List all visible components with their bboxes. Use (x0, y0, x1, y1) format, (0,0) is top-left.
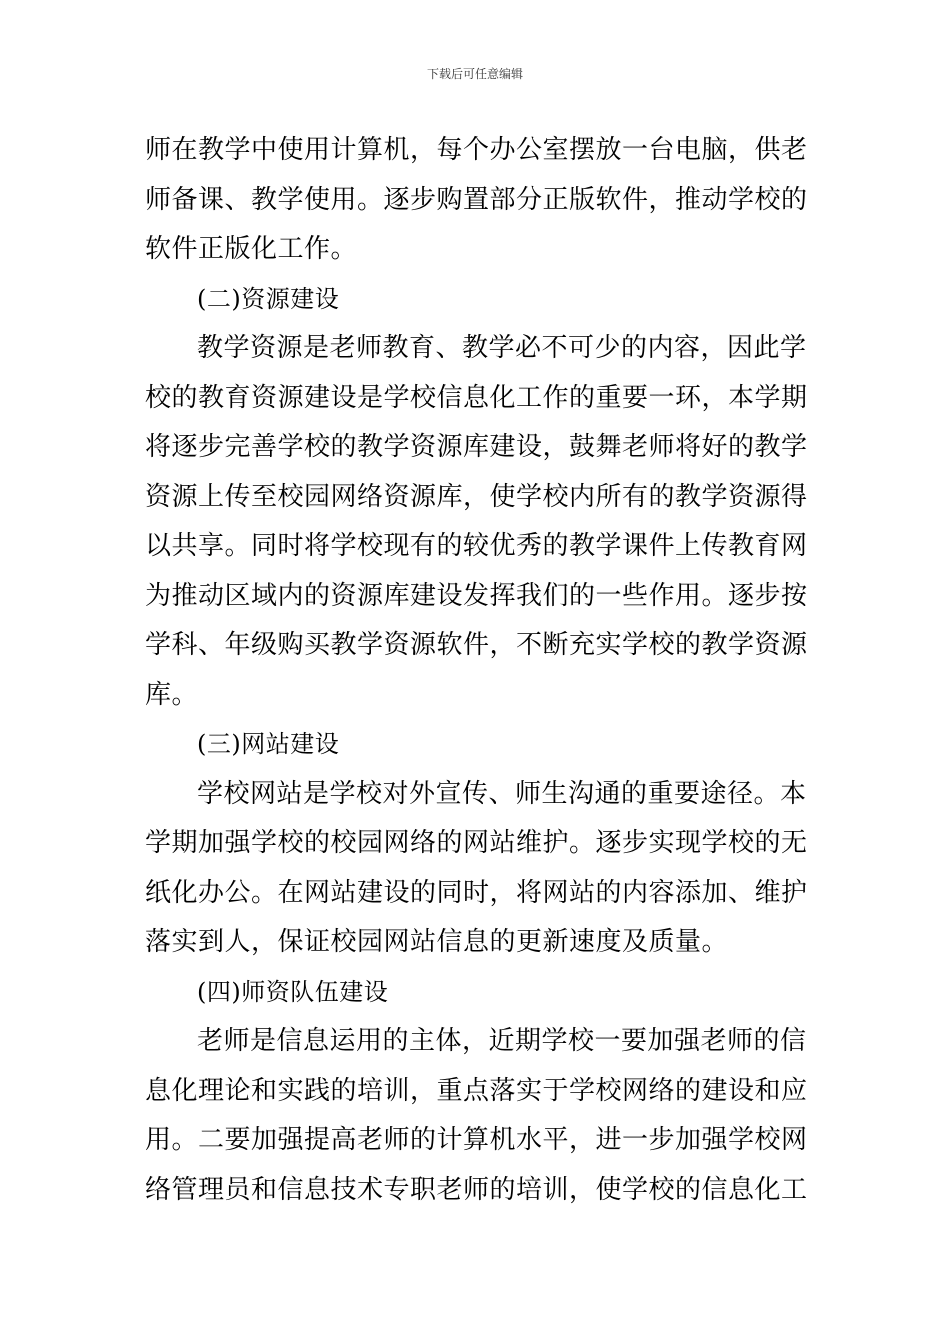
text-line: 老师是信息运用的主体，近期学校一要加强老师的信 (197, 1026, 807, 1056)
text-line: 资源上传至校园网络资源库，使学校内所有的教学资源得 (145, 481, 808, 512)
text-line: 学期加强学校的校园网络的网站维护。逐步实现学校的无 (145, 828, 808, 858)
document-body (145, 126, 815, 1215)
text-line: 库。 (145, 679, 199, 710)
text-line: 学校网站是学校对外宣传、师生沟通的重要途径。本 (197, 778, 807, 809)
text-line: 落实到人，保证校园网站信息的更新速度及质量。 (145, 927, 729, 957)
text-line: 将逐步完善学校的教学资源库建设，鼓舞老师将好的教学 (145, 432, 808, 462)
text-line: 教学资源是老师教育、教学必不可少的内容，因此学 (197, 333, 807, 363)
text-line: 软件正版化工作。 (145, 234, 358, 264)
section-heading: (二)资源建设 (197, 284, 340, 313)
text-line: 以共享。同时将学校现有的较优秀的教学课件上传教育网 (145, 531, 808, 561)
text-line: 校的教育资源建设是学校信息化工作的重要一环，本学期 (145, 382, 808, 413)
text-line: 纸化办公。在网站建设的同时，将网站的内容添加、维护 (145, 877, 808, 908)
text-line: 师备课、教学使用。逐步购置部分正版软件，推动学校的 (145, 184, 808, 215)
page-header: 下载后可任意编辑 (426, 67, 523, 81)
section-heading: (四)师资队伍建设 (197, 977, 389, 1006)
text-line: 用。二要加强提高老师的计算机水平，进一步加强学校网 (145, 1125, 808, 1155)
text-line: 为推动区域内的资源库建设发挥我们的一些作用。逐步按 (145, 580, 808, 611)
text-line: 学科、年级购买教学资源软件，不断充实学校的教学资源 (145, 630, 808, 660)
text-line: 络管理员和信息技术专职老师的培训，使学校的信息化工 (145, 1174, 808, 1205)
text-line: 息化理论和实践的培训，重点落实于学校网络的建设和应 (145, 1075, 808, 1106)
section-heading: (三)网站建设 (197, 730, 340, 758)
text-line: 师在教学中使用计算机，每个办公室摆放一台电脑，供老 (145, 135, 808, 165)
